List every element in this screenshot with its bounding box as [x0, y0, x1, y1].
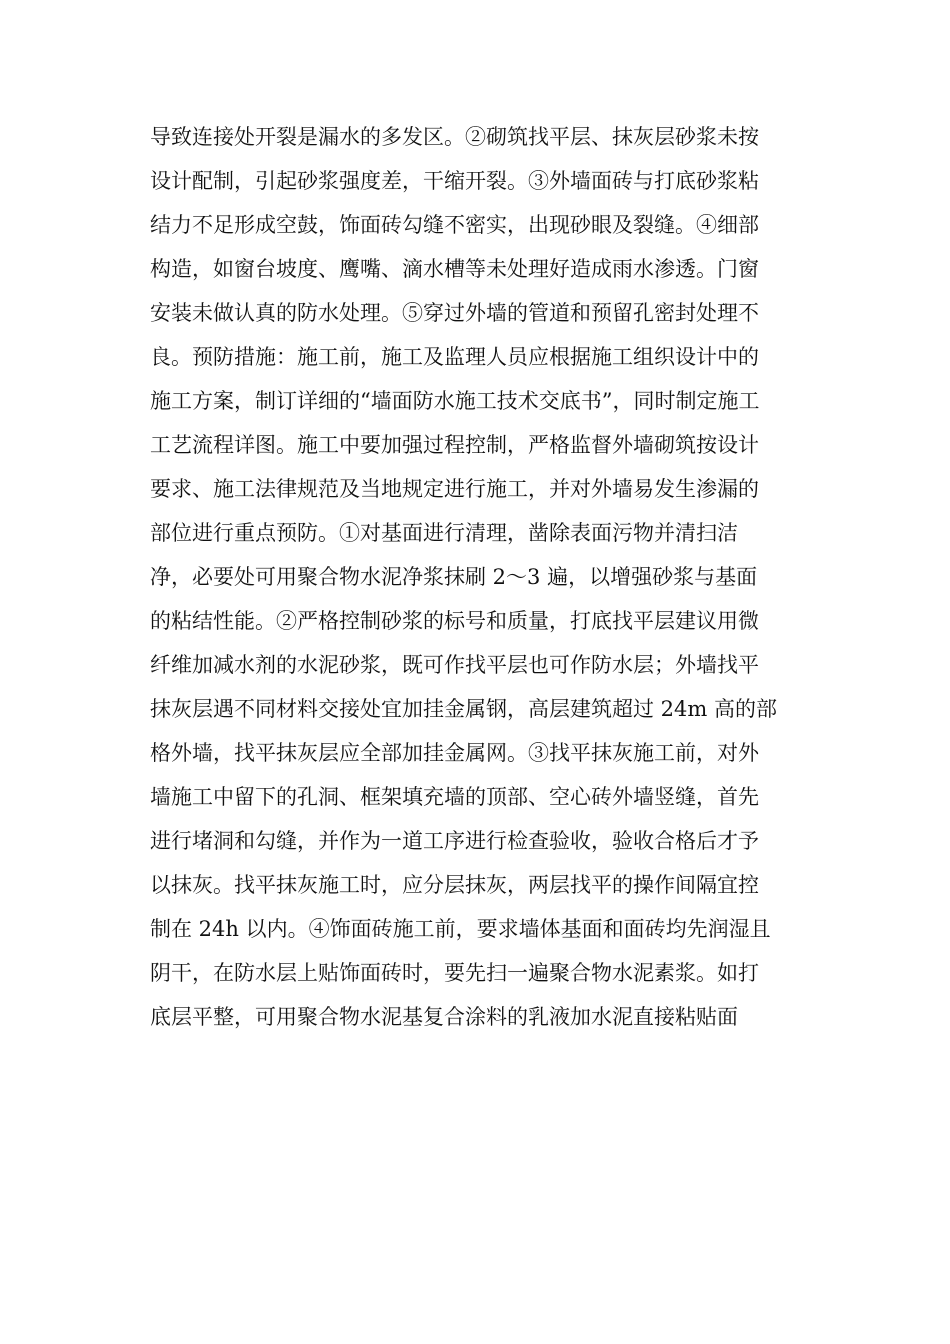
text-line: 的粘结性能。②严格控制砂浆的标号和质量，打底找平层建议用微 [150, 609, 759, 633]
text-line: 阴干，在防水层上贴饰面砖时，要先扫一遍聚合物水泥素浆。如打 [150, 961, 759, 985]
text-line: 纤维加减水剂的水泥砂浆，既可作找平层也可作防水层；外墙找平 [150, 653, 759, 677]
text-line: 导致连接处开裂是漏水的多发区。②砌筑找平层、抹灰层砂浆未按 [150, 125, 759, 149]
text-line: 抹灰层遇不同材料交接处宜加挂金属钢，高层建筑超过 24m 高的部 [150, 697, 777, 721]
text-line: 构造，如窗台坡度、鹰嘴、滴水槽等未处理好造成雨水渗透。门窗 [150, 257, 759, 281]
text-line: 施工方案，制订详细的“墙面防水施工技术交底书”，同时制定施工 [150, 389, 760, 413]
text-line: 以抹灰。找平抹灰施工时，应分层抹灰，两层找平的操作间隔宜控 [150, 873, 759, 897]
text-line: 工艺流程详图。施工中要加强过程控制，严格监督外墙砌筑按设计 [150, 433, 759, 457]
text-line: 安装未做认真的防水处理。⑤穿过外墙的管道和预留孔密封处理不 [150, 301, 759, 325]
text-line: 部位进行重点预防。①对基面进行清理，凿除表面污物并清扫洁 [150, 521, 738, 545]
text-line: 良。预防措施：施工前，施工及监理人员应根据施工组织设计中的 [150, 345, 759, 369]
text-line: 制在 24h 以内。④饰面砖施工前，要求墙体基面和面砖均先润湿且 [150, 917, 771, 941]
text-line: 墙施工中留下的孔洞、框架填充墙的顶部、空心砖外墙竖缝，首先 [150, 785, 759, 809]
text-line: 进行堵洞和勾缝，并作为一道工序进行检查验收，验收合格后才予 [150, 829, 759, 853]
text-line: 底层平整，可用聚合物水泥基复合涂料的乳液加水泥直接粘贴面 [150, 1005, 738, 1029]
text-line: 净，必要处可用聚合物水泥净浆抹刷 2～3 遍，以增强砂浆与基面 [150, 565, 758, 589]
text-line: 结力不足形成空鼓，饰面砖勾缝不密实，出现砂眼及裂缝。④细部 [150, 213, 759, 237]
text-line: 设计配制，引起砂浆强度差，干缩开裂。③外墙面砖与打底砂浆粘 [150, 169, 759, 193]
text-line: 要求、施工法律规范及当地规定进行施工，并对外墙易发生渗漏的 [150, 477, 759, 501]
text-line: 格外墙，找平抹灰层应全部加挂金属网。③找平抹灰施工前，对外 [150, 741, 759, 765]
body-text [150, 115, 810, 1039]
